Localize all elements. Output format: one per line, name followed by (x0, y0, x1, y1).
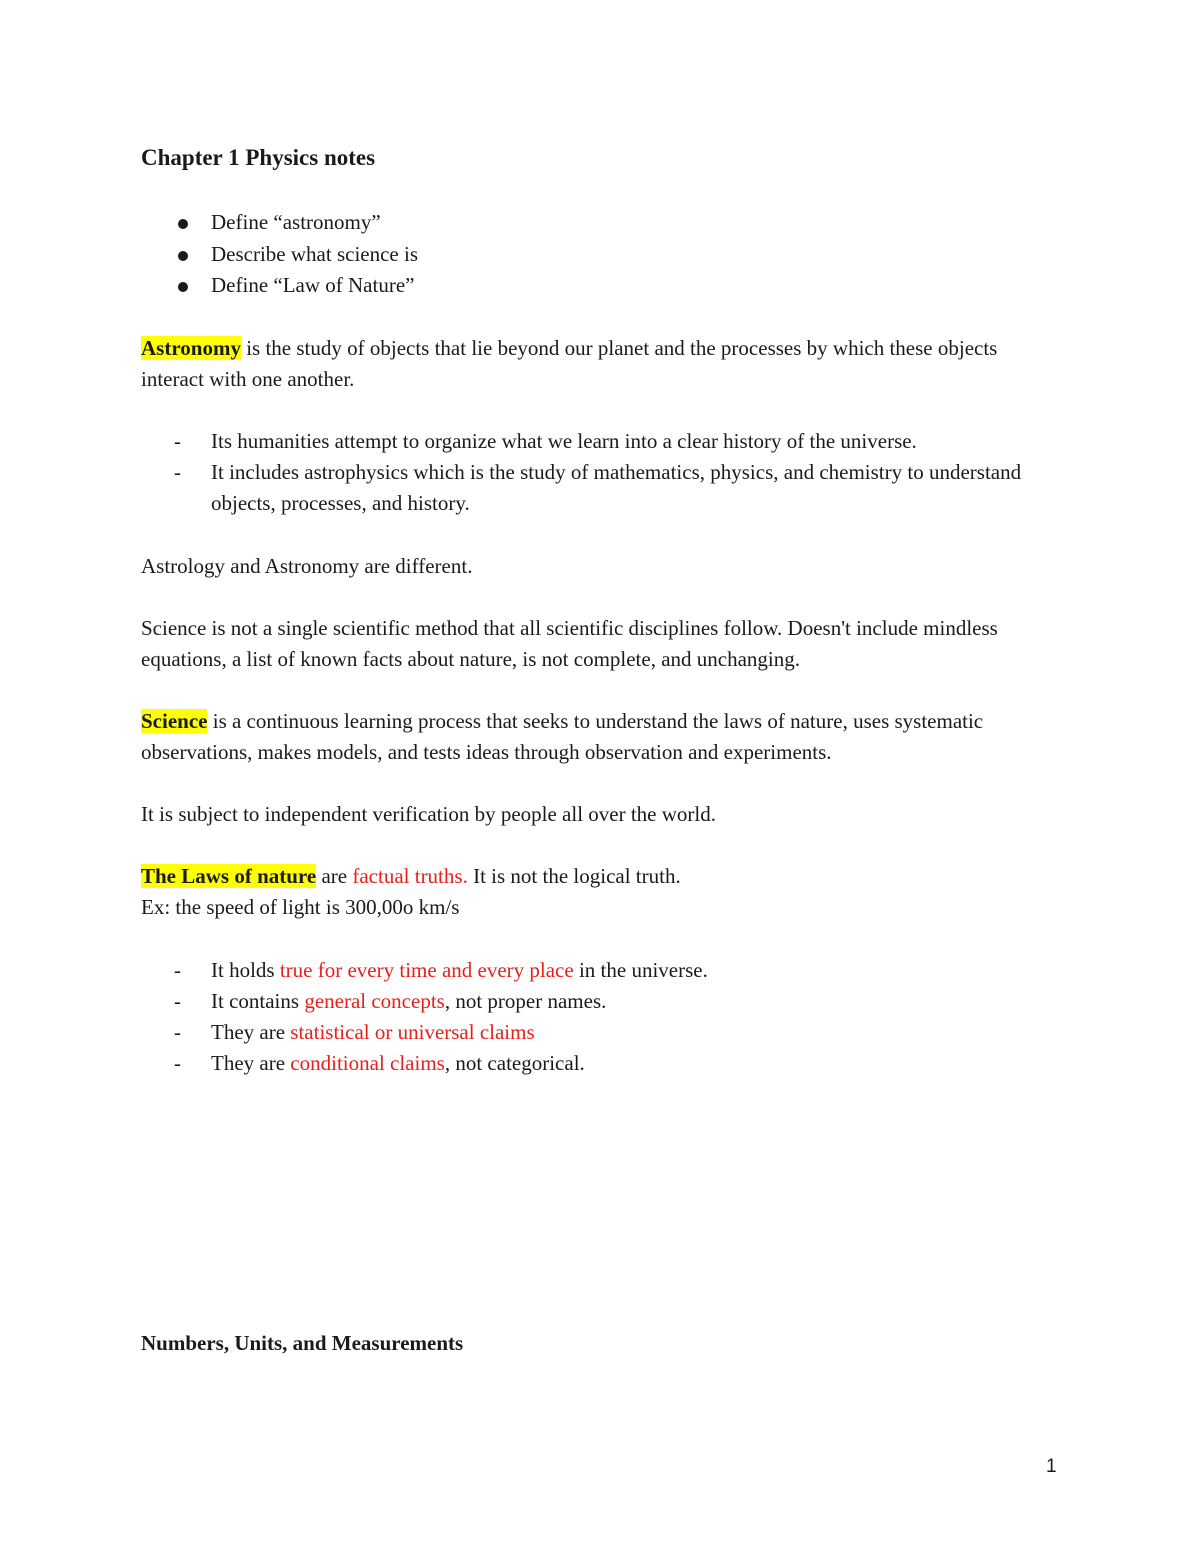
science-not-paragraph: Science is not a single scientific method that all scientific disciplines follow. Doesn't include mindless equations, a list of known facts about nature, is not complete, and unchanging. (141, 616, 998, 671)
astrology-note: Astrology and Astronomy are different. (141, 554, 473, 578)
science-definition (141, 706, 1061, 768)
bullet-icon (178, 219, 188, 229)
dash-icon: - (174, 460, 181, 484)
astronomy-points-list (141, 426, 1061, 519)
example-text: Ex: the speed of light is 300,00o km/s (141, 895, 460, 919)
point-text: It holds (211, 958, 280, 982)
laws-definition (141, 861, 1061, 923)
objectives-list (141, 207, 418, 302)
point-text: They are (211, 1051, 291, 1075)
objective-text: Describe what science is (211, 241, 418, 266)
list-item (141, 457, 1061, 519)
point-text: It includes astrophysics which is the study of mathematics, physics, and chemistry to understand objects, processes, and history. (211, 460, 1022, 515)
dash-icon: - (174, 1020, 181, 1044)
definition-text: It is not the logical truth. (467, 864, 681, 888)
bullet-icon (178, 282, 188, 292)
page-number: 1 (1046, 1456, 1057, 1477)
definition-text: are (316, 864, 353, 888)
dash-icon: - (174, 958, 181, 982)
bullet-icon (178, 251, 188, 261)
highlighted-term: Astronomy (141, 336, 241, 360)
verification-note: It is subject to independent verification by people all over the world. (141, 802, 716, 826)
astronomy-definition (141, 333, 1061, 395)
point-text: in the universe. (573, 958, 708, 982)
definition-text: is the study of objects that lie beyond our planet and the processes by which these objects interact with one another. (141, 336, 998, 391)
list-item (141, 270, 418, 302)
point-text: , not categorical. (444, 1051, 585, 1075)
section-heading: Numbers, Units, and Measurements (141, 1331, 464, 1355)
list-item (141, 426, 1061, 457)
page-title: Chapter 1 Physics notes (141, 145, 376, 170)
laws-points-list (141, 955, 1061, 1079)
highlighted-term: The Laws of nature (141, 864, 317, 888)
emphasis-text: true for every time and every place (279, 958, 574, 982)
emphasis-text: statistical or universal claims (290, 1020, 535, 1044)
emphasis-text: factual truths. (352, 864, 468, 888)
objective-text: Define “astronomy” (211, 210, 381, 234)
point-text: They are (211, 1020, 291, 1044)
list-item (141, 207, 418, 239)
dash-icon: - (174, 429, 181, 453)
list-item (141, 1017, 1061, 1048)
emphasis-text: general concepts (304, 989, 445, 1013)
dash-icon: - (174, 989, 181, 1013)
list-item (141, 1048, 1061, 1079)
highlighted-term: Science (141, 709, 208, 733)
dash-icon: - (174, 1051, 181, 1075)
point-text: , not proper names. (444, 989, 607, 1013)
point-text: Its humanities attempt to organize what we learn into a clear history of the universe. (211, 429, 917, 453)
emphasis-text: conditional claims (290, 1051, 445, 1075)
list-item (141, 955, 1061, 986)
objective-text: Define “Law of Nature” (211, 273, 415, 297)
list-item (141, 986, 1061, 1017)
point-text: It contains (211, 989, 305, 1013)
list-item (141, 239, 418, 271)
definition-text: is a continuous learning process that seeks to understand the laws of nature, uses systematic observations, makes models, and tests ideas through observation and experiments. (141, 709, 984, 764)
